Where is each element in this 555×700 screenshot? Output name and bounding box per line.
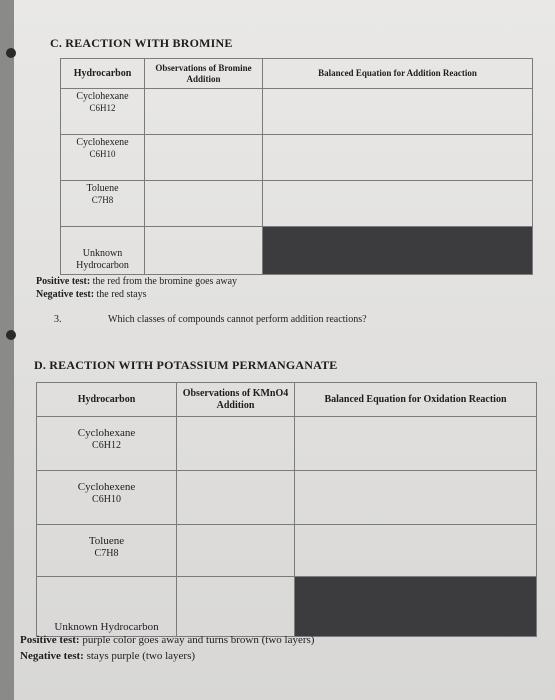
hydrocarbon-name: Toluene xyxy=(88,535,125,547)
row-hydrocarbon xyxy=(37,525,177,577)
hydrocarbon-formula: C7H8 xyxy=(91,195,114,205)
permanganate-negative-test xyxy=(20,650,195,664)
row-hydrocarbon xyxy=(61,227,145,275)
positive-text: purple color goes away and turns brown (two layers) xyxy=(82,634,315,646)
binder-hole xyxy=(6,330,16,340)
shaded-cell xyxy=(263,227,533,275)
row-hydrocarbon xyxy=(61,89,145,135)
row-hydrocarbon xyxy=(61,135,145,181)
positive-label: Positive test: xyxy=(20,634,80,646)
observation-cell[interactable] xyxy=(177,577,295,637)
permanganate-positive-test xyxy=(20,634,314,648)
observation-cell[interactable] xyxy=(177,525,295,577)
equation-cell[interactable] xyxy=(263,135,533,181)
shaded-cell xyxy=(295,577,537,637)
section-d-title: D. REACTION WITH POTASSIUM PERMANGANATE xyxy=(34,358,338,372)
hydrocarbon-name: Cyclohexane xyxy=(76,91,129,102)
equation-cell[interactable] xyxy=(263,181,533,227)
hydrocarbon-formula: C6H12 xyxy=(89,103,116,113)
negative-label: Negative test: xyxy=(20,650,84,662)
header-equation: Balanced Equation for Oxidation Reaction xyxy=(295,383,537,417)
bromine-positive-test xyxy=(36,276,237,289)
hydrocarbon-name: Cyclohexane xyxy=(77,427,136,439)
worksheet-page xyxy=(14,0,555,700)
hydrocarbon-name: Toluene xyxy=(86,183,119,194)
negative-label: Negative test: xyxy=(36,289,95,300)
hydrocarbon-name: Cyclohexene xyxy=(77,481,136,493)
bromine-negative-test xyxy=(36,289,147,302)
hydrocarbon-formula: C7H8 xyxy=(94,548,119,560)
header-equation: Balanced Equation for Addition Reaction xyxy=(263,59,533,89)
row-hydrocarbon xyxy=(61,181,145,227)
hydrocarbon-formula: C6H10 xyxy=(89,149,116,159)
equation-cell[interactable] xyxy=(295,417,537,471)
observation-cell[interactable] xyxy=(145,135,263,181)
equation-cell[interactable] xyxy=(295,471,537,525)
observation-cell[interactable] xyxy=(145,227,263,275)
observation-cell[interactable] xyxy=(177,417,295,471)
hydrocarbon-formula: C6H10 xyxy=(92,494,121,506)
positive-label: Positive test: xyxy=(36,276,91,287)
question-number: 3. xyxy=(54,314,62,325)
header-observations: Observations of Bromine Addition xyxy=(145,59,263,89)
equation-cell[interactable] xyxy=(263,89,533,135)
row-hydrocarbon xyxy=(37,417,177,471)
row-hydrocarbon xyxy=(37,577,177,637)
hydrocarbon-name: Unknown Hydrocarbon xyxy=(76,248,129,271)
permanganate-table xyxy=(36,382,537,637)
hydrocarbon-formula: C6H12 xyxy=(92,440,121,452)
negative-text: stays purple (two layers) xyxy=(86,650,196,662)
section-c-title: C. REACTION WITH BROMINE xyxy=(50,36,233,50)
header-hydrocarbon: Hydrocarbon xyxy=(37,383,177,417)
hydrocarbon-name: Unknown Hydrocarbon xyxy=(54,620,159,633)
observation-cell[interactable] xyxy=(145,89,263,135)
bromine-table xyxy=(60,58,533,275)
hydrocarbon-name: Cyclohexene xyxy=(76,137,129,148)
observation-cell[interactable] xyxy=(145,181,263,227)
positive-text: the red from the bromine goes away xyxy=(92,276,238,287)
header-observations: Observations of KMnO4 Addition xyxy=(177,383,295,417)
observation-cell[interactable] xyxy=(177,471,295,525)
binder-hole xyxy=(6,48,16,58)
row-hydrocarbon xyxy=(37,471,177,525)
negative-text: the red stays xyxy=(96,289,147,300)
header-hydrocarbon: Hydrocarbon xyxy=(61,59,145,89)
question-text: Which classes of compounds cannot perform addition reactions? xyxy=(108,314,367,325)
equation-cell[interactable] xyxy=(295,525,537,577)
